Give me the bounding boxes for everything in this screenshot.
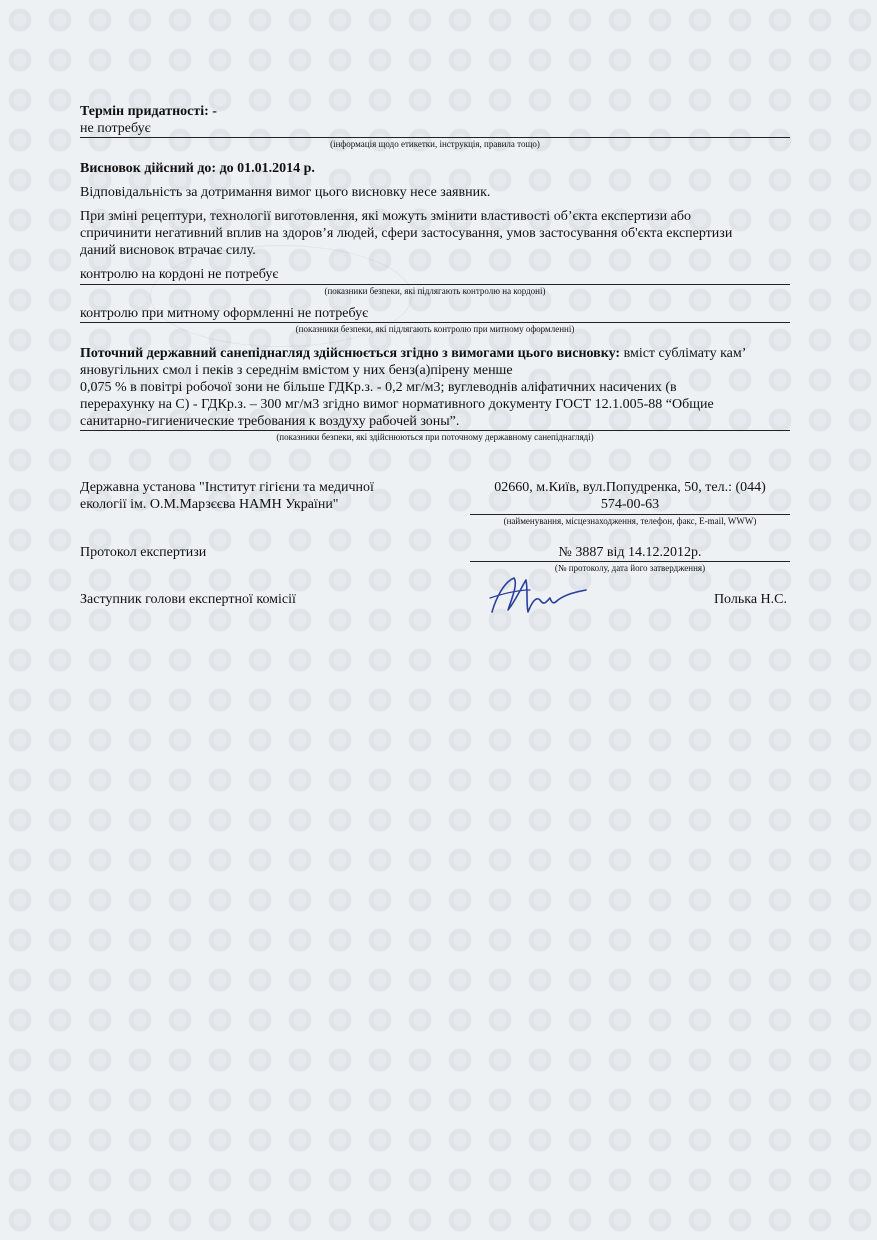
institution-address-line: 02660, м.Київ, вул.Попудренка, 50, тел.: (044) [494,480,766,495]
supervision-line: яновугільних смол і пеків з середнім вмістом у них бенз(а)пірену менше [80,363,513,378]
supervision-line: вміст сублімату кам’ [620,346,747,361]
protocol-rule [470,561,790,562]
institution-rule [470,514,790,515]
supervision-caption: (показники безпеки, які здійснюються при поточному державному санепіднагляді) [276,432,594,442]
border-control-caption: (показники безпеки, які підлягають контролю на кордоні) [324,286,546,296]
institution-name [80,479,374,513]
changes-paragraph [80,208,790,259]
changes-line: спричинити негативний вплив на здоров’я людей, сфери застосування, умов застосування об'єкта експертизи [80,226,733,241]
institution-name-line: Державна установа "Інститут гігієни та медичної [80,480,374,495]
signatory-title: Заступник голови експертної комісії [80,592,296,607]
institution-address-line: 574-00-63 [600,497,660,512]
shelf-life-caption: (інформація щодо етикетки, інструкція, правила тощо) [330,139,540,149]
institution-address [470,479,790,513]
protocol-label: Протокол експертизи [80,545,207,560]
institution-name-line: екології ім. О.М.Марзєєва НАМН України" [80,497,339,512]
protocol-caption: (№ протоколу, дата його затвердження) [554,563,706,573]
customs-control-caption: (показники безпеки, які підлягають контролю при митному оформленні) [295,324,575,334]
signatory-name: Полька Н.С. [713,592,787,607]
shelf-life-label: Термін придатності: - [80,104,217,119]
changes-line: даний висновок втрачає силу. [80,243,256,258]
supervision-paragraph [80,345,790,430]
supervision-lead: Поточний державний санепіднагляд здійснюється згідно з вимогами цього висновку: [80,346,621,361]
supervision-rule [80,430,790,431]
responsibility-text: Відповідальність за дотримання вимог цього висновку несе заявник. [80,185,491,200]
supervision-line: перерахунку на С) - ГДКр.з. – 300 мг/м3 згідно вимог нормативного документу ГОСТ 12.1.005-88 “Общие [80,397,714,412]
border-control-value: контролю на кордоні не потребує [80,267,279,282]
handwritten-signature [482,572,592,622]
shelf-life-rule [80,137,790,138]
border-control-rule [80,284,790,285]
customs-control-rule [80,322,790,323]
protocol-value: № 3887 від 14.12.2012р. [558,545,702,560]
supervision-line: санитарно-гигиенические требования к воздуху рабочей зоны”. [80,414,460,429]
institution-caption: (найменування, місцезнаходження, телефон, факс, E-mail, WWW) [503,516,757,526]
changes-line: При зміні рецептури, технології виготовлення, які можуть змінити властивості об’єкта експертизи або [80,209,691,224]
supervision-line: 0,075 % в повітрі робочої зони не більше ГДКр.з. - 0,2 мг/м3; вуглеводнів аліфатичних насичених (в [80,380,677,395]
customs-control-value: контролю при митному оформленні не потребує [80,306,369,321]
validity-text: Висновок дійсний до: до 01.01.2014 р. [80,161,315,176]
shelf-life-value: не потребує [80,121,151,136]
